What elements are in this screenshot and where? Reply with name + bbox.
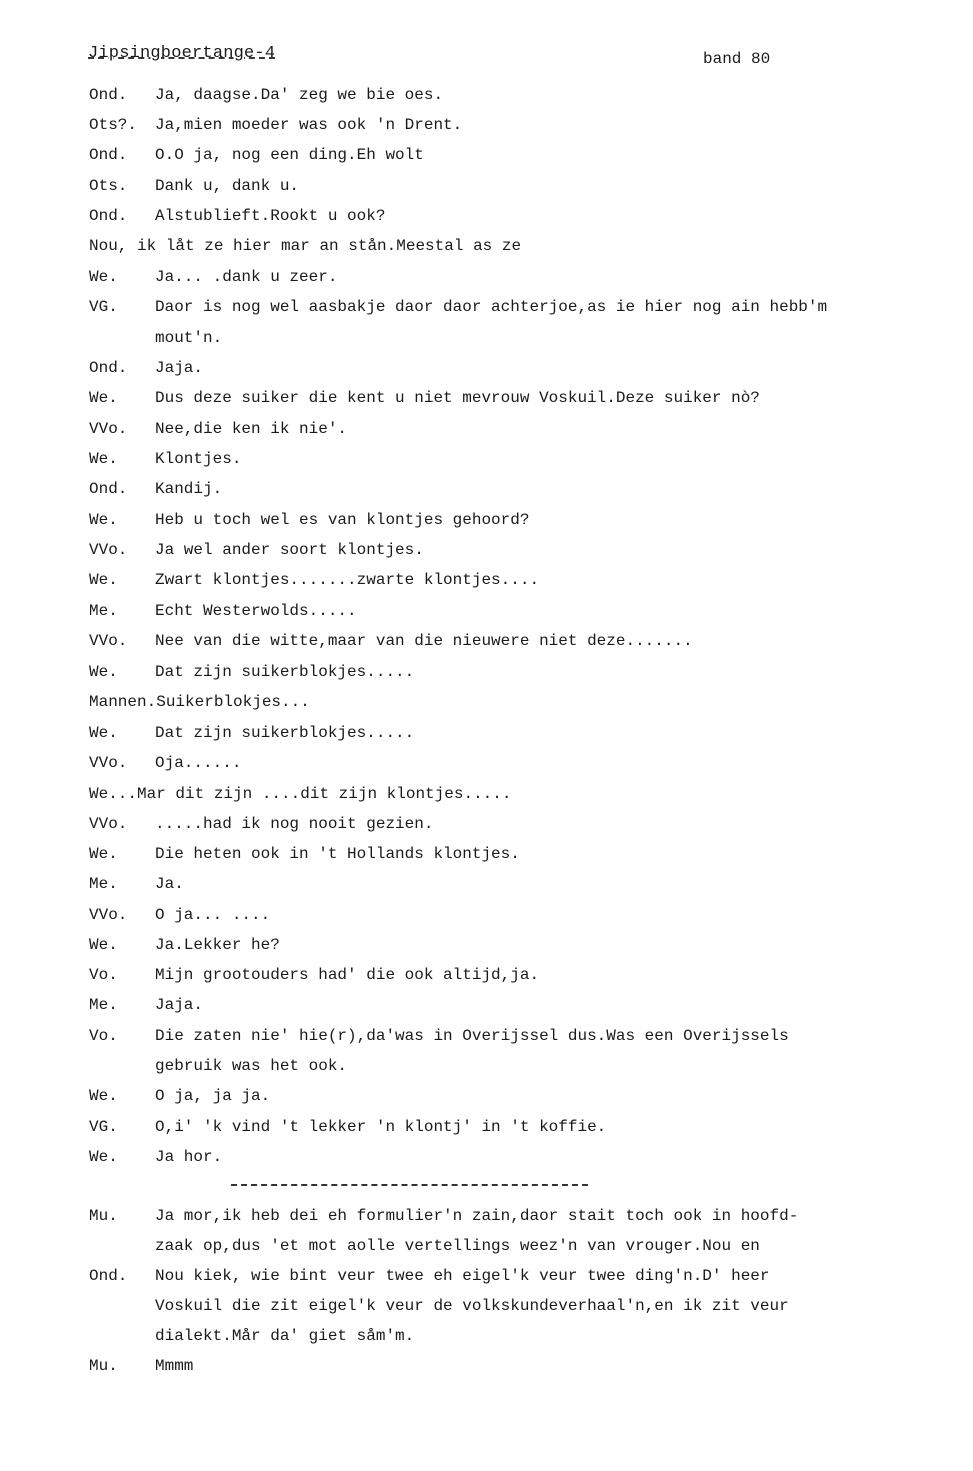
transcript-line (0, 1142, 973, 1172)
utterance-text: Nee van die witte,maar van die nieuwere niet deze....... (155, 632, 693, 650)
transcript-line (0, 383, 973, 413)
transcript-line (0, 444, 973, 474)
utterance-text: Nee,die ken ik nie'. (155, 420, 348, 438)
transcript-line (0, 262, 973, 292)
speaker-label: Vo. (89, 966, 118, 984)
speaker-label: We. (89, 663, 118, 681)
utterance-text: Jaja. (155, 996, 204, 1014)
transcript-line (0, 596, 973, 626)
speaker-label: We. (89, 389, 118, 407)
speaker-label: Ots?. (89, 116, 138, 134)
utterance-text: Nou, ik låt ze hier mar an stån.Meestal as ze (89, 237, 522, 255)
utterance-text: Die zaten nie' hie(r),da'was in Overijssel dus.Was een Overijssels (155, 1027, 789, 1045)
transcript-line (0, 140, 973, 170)
transcript-line (0, 171, 973, 201)
utterance-text: Alstublieft.Rookt u ook? (155, 207, 386, 225)
transcript-line (0, 353, 973, 383)
transcript-line (0, 1321, 973, 1351)
speaker-label: Mu. (89, 1207, 118, 1225)
utterance-text: Ja,mien moeder was ook 'n Drent. (155, 116, 463, 134)
utterance-text: Ja... .dank u zeer. (155, 268, 338, 286)
transcript-line (0, 930, 973, 960)
transcript-line (0, 80, 973, 110)
utterance-text: Dus deze suiker die kent u niet mevrouw Voskuil.Deze suiker nò? (155, 389, 760, 407)
speaker-label: Ond. (89, 359, 128, 377)
transcript-line (0, 687, 973, 717)
section-divider (231, 1184, 588, 1186)
speaker-label: VG. (89, 298, 118, 316)
speaker-label: VVo. (89, 632, 128, 650)
speaker-label: VVo. (89, 906, 128, 924)
transcript-line (0, 1231, 973, 1261)
speaker-label: Me. (89, 875, 118, 893)
transcript-line (0, 505, 973, 535)
transcript-line (0, 1081, 973, 1111)
transcript-line (0, 292, 973, 322)
utterance-text: Ja. (155, 875, 184, 893)
utterance-text: mout'n. (155, 329, 223, 347)
utterance-text: Kandij. (155, 480, 223, 498)
transcript-line (0, 990, 973, 1020)
speaker-label: We. (89, 936, 118, 954)
transcript-line (0, 748, 973, 778)
transcript-line (0, 960, 973, 990)
speaker-label: We. (89, 571, 118, 589)
speaker-label: We. (89, 724, 118, 742)
speaker-label: VG. (89, 1118, 118, 1136)
transcript-line (0, 565, 973, 595)
utterance-text: Ja hor. (155, 1148, 223, 1166)
transcript-line (0, 414, 973, 444)
utterance-text: Ja, daagse.Da' zeg we bie oes. (155, 86, 444, 104)
transcript-line (0, 1112, 973, 1142)
transcript-line (0, 657, 973, 687)
utterance-text: Daor is nog wel aasbakje daor daor achterjoe,as ie hier nog ain hebb'm (155, 298, 828, 316)
utterance-text: Mmmm (155, 1357, 194, 1375)
speaker-label: Mu. (89, 1357, 118, 1375)
utterance-text: .....had ik nog nooit gezien. (155, 815, 434, 833)
speaker-label: Ots. (89, 177, 128, 195)
utterance-text: Klontjes. (155, 450, 242, 468)
transcript-line (0, 1051, 973, 1081)
transcript-line (0, 839, 973, 869)
transcript-line (0, 110, 973, 140)
utterance-text: O ja... .... (155, 906, 271, 924)
speaker-label: We. (89, 845, 118, 863)
utterance-text: Nou kiek, wie bint veur twee eh eigel'k veur twee ding'n.D' heer (155, 1267, 770, 1285)
transcript-line (0, 779, 973, 809)
speaker-label: Ond. (89, 1267, 128, 1285)
speaker-label: Me. (89, 996, 118, 1014)
utterance-text: Ja.Lekker he? (155, 936, 280, 954)
utterance-text: zaak op,dus 'et mot aolle vertellings weez'n van vrouger.Nou en (155, 1237, 760, 1255)
document-title: Jipsingboertange-4 (88, 44, 276, 63)
transcript-line (0, 474, 973, 504)
utterance-text: Ja mor,ik heb dei eh formulier'n zain,daor stait toch ook in hoofd- (155, 1207, 799, 1225)
utterance-text: Dank u, dank u. (155, 177, 300, 195)
utterance-text: Dat zijn suikerblokjes..... (155, 724, 415, 742)
transcript-line (0, 1261, 973, 1291)
utterance-text: Mijn grootouders had' die ook altijd,ja. (155, 966, 540, 984)
utterance-text: Ja wel ander soort klontjes. (155, 541, 424, 559)
transcript-line (0, 1021, 973, 1051)
transcript-line (0, 869, 973, 899)
utterance-text: O,i' 'k vind 't lekker 'n klontj' in 't koffie. (155, 1118, 607, 1136)
transcript-line (0, 323, 973, 353)
speaker-label: VVo. (89, 541, 128, 559)
utterance-text: Dat zijn suikerblokjes..... (155, 663, 415, 681)
utterance-text: We...Mar dit zijn ....dit zijn klontjes..... (89, 785, 512, 803)
speaker-label: VVo. (89, 754, 128, 772)
transcript-line (0, 1291, 973, 1321)
transcript-line (0, 718, 973, 748)
transcript-line (0, 626, 973, 656)
speaker-label: VVo. (89, 420, 128, 438)
speaker-label: We. (89, 511, 118, 529)
speaker-label: We. (89, 1087, 118, 1105)
transcript-line (0, 1351, 973, 1381)
utterance-text: O.O ja, nog een ding.Eh wolt (155, 146, 424, 164)
transcript-line (0, 1201, 973, 1231)
utterance-text: Jaja. (155, 359, 204, 377)
speaker-label: Ond. (89, 86, 128, 104)
transcript-line (0, 809, 973, 839)
speaker-label: Ond. (89, 480, 128, 498)
speaker-label: Ond. (89, 207, 128, 225)
transcript-line (0, 535, 973, 565)
utterance-text: Heb u toch wel es van klontjes gehoord? (155, 511, 530, 529)
utterance-text: Echt Westerwolds..... (155, 602, 357, 620)
speaker-label: We. (89, 450, 118, 468)
utterance-text: dialekt.Mår da' giet såm'm. (155, 1327, 415, 1345)
speaker-label: We. (89, 268, 118, 286)
utterance-text: O ja, ja ja. (155, 1087, 271, 1105)
utterance-text: Voskuil die zit eigel'k veur de volkskundeverhaal'n,en ik zit veur (155, 1297, 789, 1315)
transcript-line (0, 231, 973, 261)
speaker-label: VVo. (89, 815, 128, 833)
transcript-line (0, 201, 973, 231)
band-number: band 80 (703, 50, 771, 68)
speaker-label: We. (89, 1148, 118, 1166)
utterance-text: Zwart klontjes.......zwarte klontjes.... (155, 571, 540, 589)
transcript-line (0, 900, 973, 930)
utterance-text: gebruik was het ook. (155, 1057, 348, 1075)
speaker-label: Vo. (89, 1027, 118, 1045)
speaker-label: Me. (89, 602, 118, 620)
utterance-text: Die heten ook in 't Hollands klontjes. (155, 845, 520, 863)
utterance-text: Oja...... (155, 754, 242, 772)
utterance-text: Mannen.Suikerblokjes... (89, 693, 310, 711)
speaker-label: Ond. (89, 146, 128, 164)
